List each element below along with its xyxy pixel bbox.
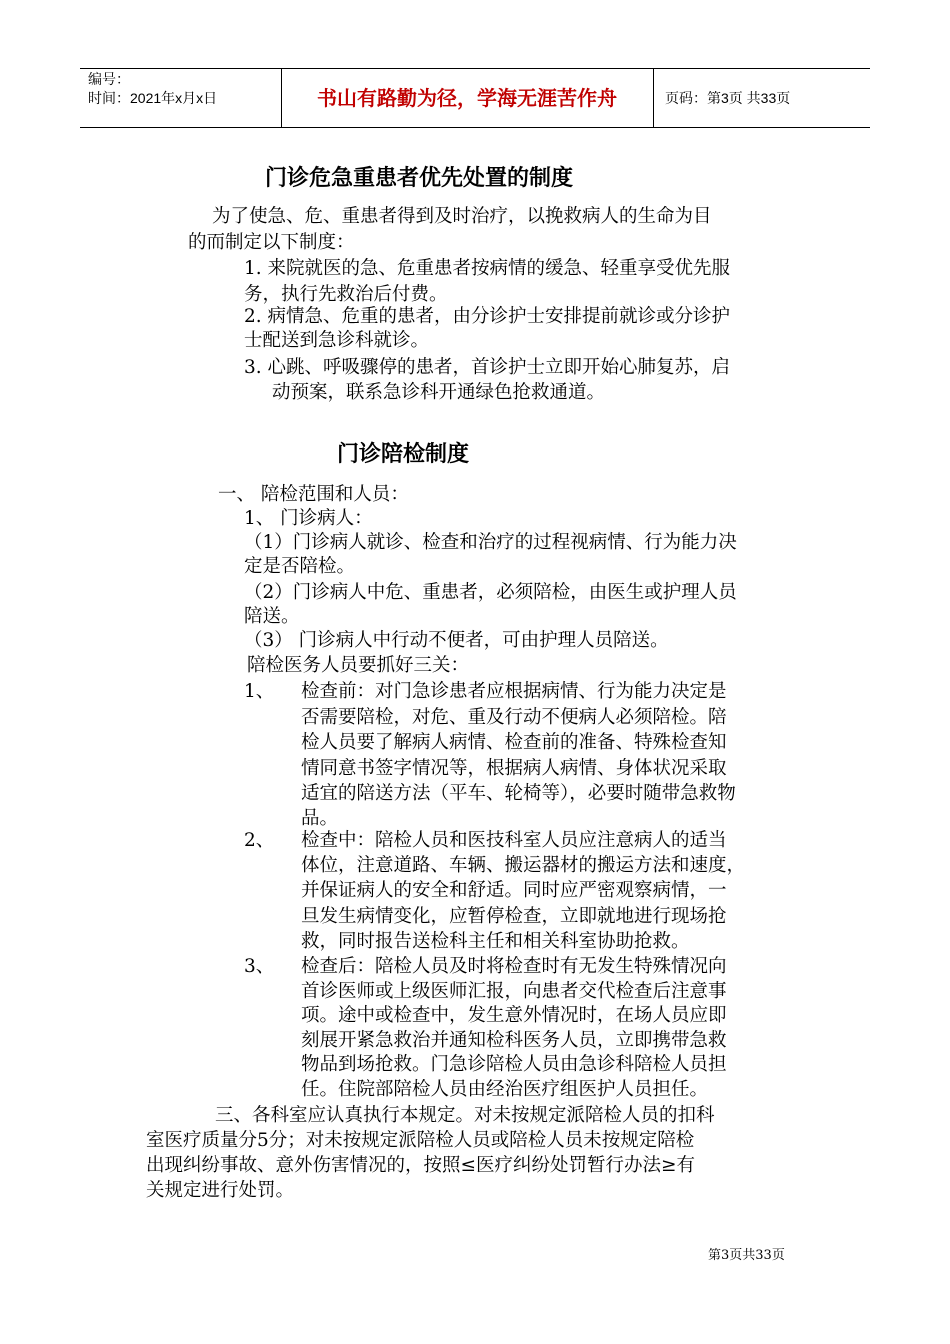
- header-rule-bottom: [80, 127, 870, 128]
- header-left: [88, 70, 217, 108]
- section2-line: 三、各科室应认真执行本规定。对未按规定派陪检人员的扣科: [215, 1105, 715, 1126]
- list-number: 2、: [244, 830, 275, 851]
- section2-line: 检人员要了解病人病情、检查前的准备、特殊检查知: [301, 732, 727, 753]
- section1-line: 1. 来院就医的急、危重患者按病情的缓急、轻重享受优先服: [244, 258, 731, 279]
- section2-line: 并保证病人的安全和舒适。同时应严密观察病情，一: [301, 880, 727, 901]
- header-date-label: 时间：2021年x月x日: [88, 90, 218, 106]
- footer-page-info: 第3页共33页: [708, 1248, 785, 1263]
- section2-line: 出现纠纷事故、意外伤害情况的，按照≤医疗纠纷处罚暂行办法≥有: [146, 1155, 696, 1176]
- list-number: 3、: [244, 956, 275, 977]
- section1-title: 门诊危急重患者优先处置的制度: [265, 166, 574, 191]
- section2-line: （1）门诊病人就诊、检查和治疗的过程视病情、行为能力决: [244, 532, 737, 553]
- section2-line: 1、 门诊病人：: [244, 508, 373, 529]
- section1-line: 3. 心跳、呼吸骤停的患者，首诊护士立即开始心肺复苏，启: [244, 357, 731, 378]
- section2-title: 门诊陪检制度: [337, 442, 470, 467]
- section2-line: 陪检医务人员要抓好三关：: [247, 655, 470, 676]
- section2-line: 刻展开紧急救治并通知检科医务人员，立即携带急救: [301, 1030, 727, 1051]
- section1-line: 士配送到急诊科就诊。: [244, 330, 430, 351]
- section2-line: 室医疗质量分5分；对未按规定派陪检人员或陪检人员未按规定陪检: [146, 1130, 695, 1151]
- section2-line: 关规定进行处罚。: [146, 1180, 295, 1201]
- section2-line: （2）门诊病人中危、重患者，必须陪检，由医生或护理人员: [244, 582, 737, 603]
- header-rule-top: [80, 68, 870, 69]
- section2-line: 定是否陪检。: [244, 556, 356, 577]
- section2-line: 首诊医师或上级医师汇报，向患者交代检查后注意事: [301, 981, 727, 1002]
- section2-line: 否需要陪检，对危、重及行动不便病人必须陪检。陪: [301, 707, 727, 728]
- section2-line: 物品到场抢救。门急诊陪检人员由急诊科陪检人员担: [301, 1054, 727, 1075]
- header-page-info: 页码：第3页 共33页: [665, 90, 791, 106]
- header-motto: 书山有路勤为径，学海无涯苦作舟: [317, 86, 617, 110]
- section2-line: 检查后：陪检人员及时将检查时有无发生特殊情况向: [301, 956, 727, 977]
- section2-line: 项。途中或检查中，发生意外情况时，在场人员应即: [301, 1005, 727, 1026]
- section1-line: 为了使急、危、重患者得到及时治疗，以挽救病人的生命为目: [212, 206, 712, 227]
- header-number-label: 编号：: [88, 71, 130, 87]
- section2-line: 情同意书签字情况等，根据病人病情、身体状况采取: [301, 758, 727, 779]
- section2-line: 救，同时报告送检科主任和相关科室协助抢救。: [301, 931, 690, 952]
- section2-line: 任。住院部陪检人员由经治医疗组医护人员担任。: [301, 1079, 709, 1100]
- section2-line: 一、 陪检范围和人员：: [218, 484, 409, 505]
- section2-line: 陪送。: [244, 606, 300, 627]
- section1-line: 2. 病情急、危重的患者，由分诊护士安排提前就诊或分诊护: [244, 306, 731, 327]
- header-divider-2: [653, 68, 654, 128]
- section2-line: 体位，注意道路、车辆、搬运器材的搬运方法和速度，: [301, 855, 746, 876]
- section2-line: 检查前：对门急诊患者应根据病情、行为能力决定是: [301, 681, 727, 702]
- section2-line: 检查中：陪检人员和医技科室人员应注意病人的适当: [301, 830, 727, 851]
- section1-line: 务，执行先救治后付费。: [244, 284, 448, 305]
- section1-line: 的而制定以下制度：: [188, 232, 355, 253]
- section2-line: 旦发生病情变化，应暂停检查，立即就地进行现场抢: [301, 906, 727, 927]
- section2-line: 品。: [301, 808, 339, 829]
- section2-line: 适宜的陪送方法（平车、轮椅等），必要时随带急救物: [301, 783, 736, 804]
- list-number: 1、: [244, 681, 275, 702]
- section2-line: （3） 门诊病人中行动不便者，可由护理人员陪送。: [244, 630, 669, 651]
- section1-line: 动预案，联系急诊科开通绿色抢救通道。: [272, 382, 606, 403]
